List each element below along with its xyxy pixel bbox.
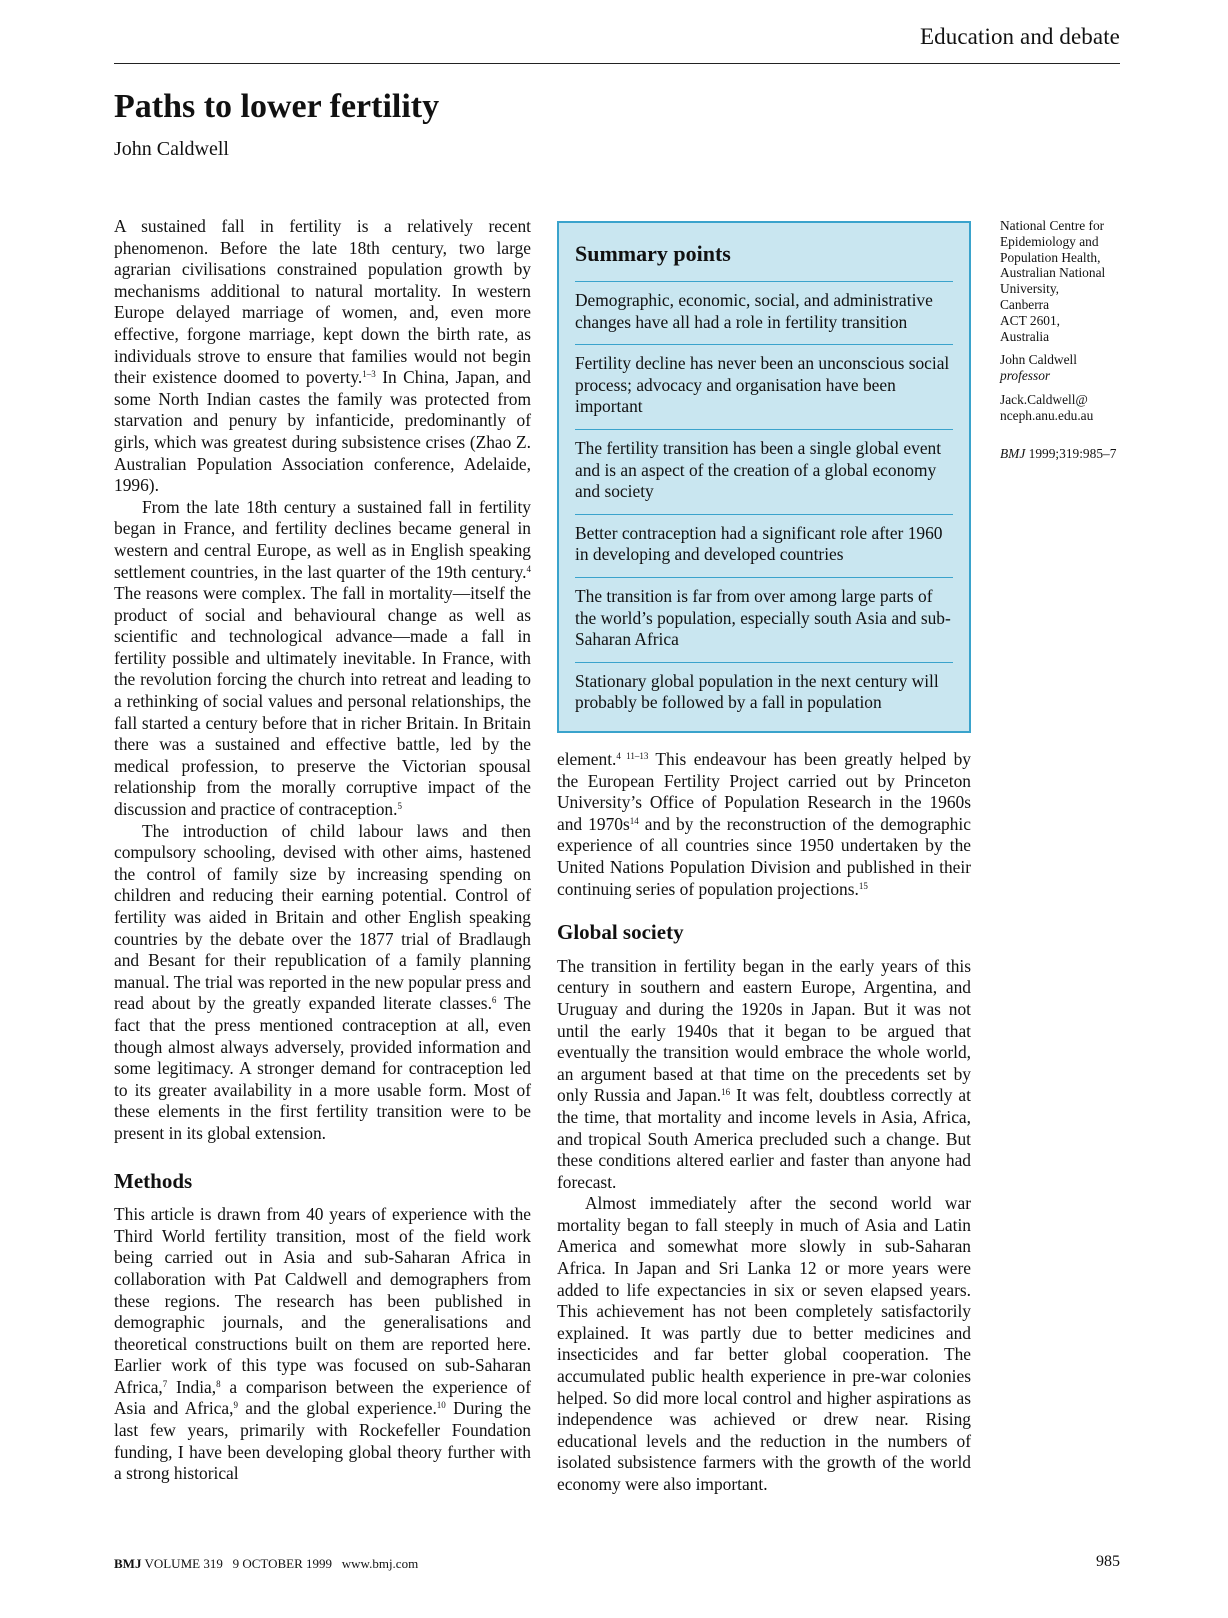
spacer <box>1000 384 1128 392</box>
page-number: 985 <box>1096 1553 1120 1570</box>
footer-website-link[interactable]: www.bmj.com <box>341 1556 419 1571</box>
paragraph: element.$^{4 11-13}$ This endeavour has been greatly helped by the European Fertility Project carried out by Princeton University’s Office of Population Research in the 1960s and $1970s^{14}$ and by the reconstruction of the demographic experience of all countries since 1950 undertaken by the United Nations Population Division and published in their continuing series of population projections.$^{15}$ <box>557 749 972 899</box>
affiliation-line: Canberra <box>1000 296 1050 312</box>
footer-volume: VOLUME 319 <box>144 1556 223 1571</box>
affiliation-line: Australian National <box>1000 265 1106 281</box>
reference-marker[interactable]: 4 11–13 <box>616 751 649 761</box>
footer-journal: BMJ <box>114 1556 142 1571</box>
summary-point: The transition is far from over among large parts of the world’s population, especially south Asia and sub-Saharan Africa <box>575 577 953 662</box>
reference-marker[interactable]: 9 <box>233 1400 238 1411</box>
sidebar-author-role: professor <box>1000 368 1051 384</box>
reference-marker[interactable]: 16 <box>721 1087 731 1098</box>
summary-heading: Summary points <box>575 241 731 266</box>
summary-point: Fertility decline has never been an unconscious social process; advocacy and organisation have been important <box>575 344 953 429</box>
reference-marker[interactable]: 1–3 <box>362 369 376 380</box>
affiliation-line: ACT 2601, <box>1000 312 1061 328</box>
paragraph: This article is drawn from 40 years of experience with the Third World fertility transition, most of the field work being carried out in Asia and sub-Saharan Africa in collaboration with Pat Caldwell and demographers from these regions. The research has been published in demographic journals, and the generalisations and theoretical constructions built on them are reported here. Earlier work of this type was focused on sub-Saharan Africa,$^7$ India,$^8$ a comparison between the experience of Asia and Africa,$^9$ and the global experience.$^{10}$ During the last few years, primarily with Rockefeller Foundation funding, I have been developing global theory further with a strong historical <box>114 1204 531 1484</box>
reference-marker[interactable]: 14 <box>629 815 639 826</box>
footer-date: 9 OCTOBER 1999 <box>232 1556 333 1571</box>
paragraph: The introduction of child labour laws and then compulsory schooling, devised with other aims, hastened the control of family size by increasing spending on children and reducing their earning potential. Control of fertility was aided in Britain and other English speaking countries by the debate over the 1877 trial of Bradlaugh and Besant for their republication of a family planning manual. The trial was reported in the new popular press and read about by the greatly expanded literate classes.$^6$ The fact that the press mentioned contraception at all, even though almost always adversely, provided information and some legitimacy. A stronger demand for contraception led to its greater availability in a more usable form. Most of these elements in the first fertility transition were to be present in its global extension. <box>114 820 531 1143</box>
left-column <box>114 216 531 1485</box>
summary-point: The fertility transition has been a single global event and is an aspect of the creation of a global economy and society <box>575 429 953 514</box>
spacer <box>1000 424 1128 446</box>
affiliation-line: National Centre for <box>1000 218 1105 233</box>
sidebar-author-name: John Caldwell <box>1000 352 1077 368</box>
reference-marker[interactable]: 7 <box>162 1378 168 1389</box>
reference-marker[interactable]: 8 <box>216 1378 221 1389</box>
reference-marker[interactable]: 10 <box>436 1400 446 1411</box>
methods-heading: Methods <box>114 1168 193 1193</box>
author-sidebar <box>1000 218 1128 461</box>
paragraph: Almost immediately after the second world war mortality began to fall steeply in much of Asia and Latin America and somewhat more slowly in sub-Saharan Africa. In Japan and Sri Lanka 12 or more years were added to life expectancies in six or seven elapsed years. This achievement has not been completely satisfactorily explained. It was partly due to better medicines and insecticides and far better global cooperation. The accumulated public health experience in pre-war colonies helped. So did more local control and higher aspirations as independence was achieved or drew near. Rising educational levels and the reduction in the numbers of isolated subsistence farmers with the growth of the world economy were also important. <box>557 1193 971 1494</box>
section-label: Education and debate <box>920 24 1120 49</box>
citation: BMJ 1999;319:985–7 <box>1000 445 1117 461</box>
email-link[interactable]: Jack.Caldwell@ nceph.anu.edu.au <box>1000 391 1094 423</box>
summary-point: Better contraception had a significant role after 1960 in developing and developed countries <box>575 514 953 577</box>
affiliation-line: Population Health, <box>1000 249 1101 265</box>
global-society-heading: Global society <box>557 920 684 945</box>
header-rule <box>114 63 1120 64</box>
reference-marker[interactable]: 5 <box>397 801 402 812</box>
paragraph: The transition in fertility began in the early years of this century in southern and eastern Europe, Argentina, and Uruguay and during the 1920s in Japan. But it was not until the early 1940s that it began to be argued that eventually the transition would embrace the whole world, an argument based at that time on the precedents set by only Russia and Japan.$^{16}$ It was felt, doubtless correctly at the time, that mortality and income levels in Asia, Africa, and tropical South America precluded such a change. But these conditions altered earlier and faster than anyone had forecast. <box>557 955 971 1192</box>
affiliation-line: University, <box>1000 281 1060 297</box>
middle-column <box>557 749 971 1496</box>
summary-point: Stationary global population in the next century will probably be followed by a fall in population <box>575 662 953 725</box>
reference-marker[interactable]: 4 <box>526 563 531 574</box>
paragraph: From the late 18th century a sustained fall in fertility began in France, and fertility declines became general in western and central Europe, as well as in English speaking settlement countries, in the last quarter of the 19th century.$^4$ The reasons were complex. The fall in mortality—itself the product of social and behavioural change as well as scientific and technological advance—made a fall in fertility possible and ultimately inevitable. In France, with the revolution forcing the church into retreat and leading to a rethinking of social values and personal relationships, the fall started a century before that in richer Britain. In Britain there was a sustained and effective battle, led by the medical profession, to preserve the Victorian spousal relationship from the morally corruptive impact of the discussion and practice of contraception.$^5$ <box>114 496 531 820</box>
reference-marker[interactable]: 6 <box>491 995 497 1006</box>
footer-info <box>114 1556 418 1572</box>
summary-points-box <box>557 221 971 733</box>
paragraph: A sustained fall in fertility is a relatively recent phenomenon. Before the late 18th century, two large agrarian civilisations constrained population growth by mechanisms additional to natural mortality. In western Europe delayed marriage of women, and, even more effective, forgone marriage, kept down the birth rate, as individuals strove to ensure that families would not begin their existence doomed to poverty.$^{1-3}$ In China, Japan, and some North Indian castes the family was protected from starvation and penury by infanticide, predominantly of girls, which was greatest during subsistence crises (Zhao Z. Australian Population Association conference, Adelaide, 1996). <box>114 216 531 496</box>
spacer <box>1000 344 1128 352</box>
affiliation-line: Epidemiology and <box>1000 233 1099 249</box>
article-author: John Caldwell <box>114 138 229 160</box>
affiliation-line: Australia <box>1000 328 1050 344</box>
article-title: Paths to lower fertility <box>114 88 440 125</box>
summary-point: Demographic, economic, social, and administrative changes have all had a role in fertility transition <box>575 281 953 344</box>
reference-marker[interactable]: 15 <box>858 880 868 891</box>
